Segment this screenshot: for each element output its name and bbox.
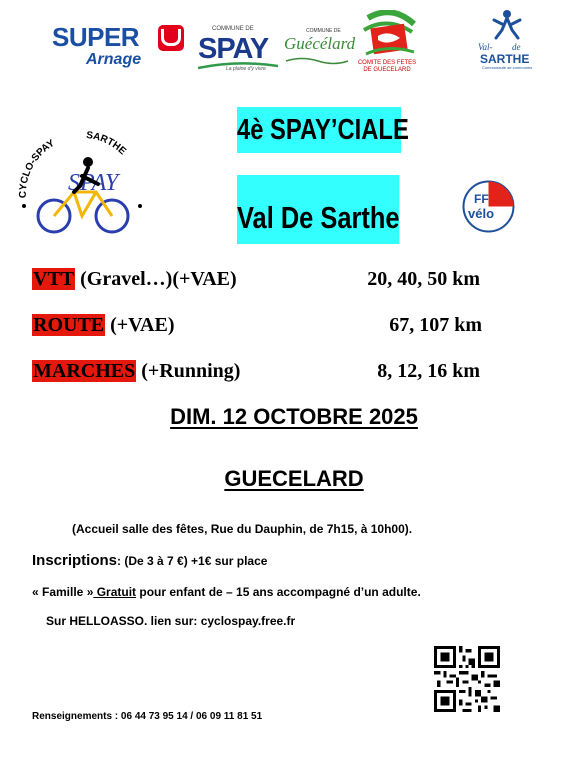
- activity-vtt-distances: 20, 40, 50 km: [367, 268, 480, 290]
- cyclo-spay-inner-text: SPAY: [68, 170, 119, 196]
- superu-u-icon: [158, 25, 184, 51]
- activity-marches-detail: (+Running): [136, 360, 241, 382]
- activity-route: [32, 312, 175, 338]
- activity-marches-tag: MARCHES: [33, 360, 136, 382]
- val-de-sarthe-val: Val-: [478, 42, 493, 52]
- inscriptions-label: Inscriptions: [32, 552, 118, 569]
- guecelard-wave-icon: [284, 56, 350, 66]
- inscriptions-colon: :: [117, 554, 122, 568]
- famille-info: [32, 585, 421, 599]
- val-de-sarthe-de: de: [512, 42, 521, 52]
- accueil-info: (Accueil salle des fêtes, Rue du Dauphin, de 7h15, à 10h00).: [72, 522, 413, 536]
- sarthe-ring-text: SARTHE: [85, 129, 128, 158]
- guecelard-logo-name: Guécélard: [284, 34, 356, 53]
- spay-logo-tagline: La plaine d'y vivre: [226, 66, 266, 72]
- event-place: [0, 466, 588, 492]
- cyclo-spay-ring-text: CYCLO-SPAY: [17, 137, 57, 199]
- activity-marches-distances: 8, 12, 16 km: [377, 360, 480, 382]
- comite-logo-line2: DE GUECELARD: [363, 67, 411, 73]
- inscriptions-extra: +1€ sur place: [187, 554, 268, 568]
- qr-code[interactable]: [434, 646, 500, 712]
- event-date-text: DIM. 12 OCTOBRE 2025: [170, 404, 418, 429]
- guecelard-logo-small-text: COMMUNE DE: [306, 28, 341, 34]
- activity-vtt-detail: (Gravel…)(+VAE): [75, 268, 237, 290]
- comite-emblem-icon: [358, 10, 418, 60]
- spay-commune-logo: [190, 26, 280, 74]
- superu-logo-text: SUPER: [52, 22, 140, 52]
- event-subtitle: Val De Sarthe: [237, 175, 399, 244]
- superu-arnage-logo: [52, 22, 187, 70]
- event-date: [0, 404, 588, 430]
- famille-post: pour enfant de – 15 ans accompagné d’un adulte.: [136, 585, 421, 599]
- activity-route-detail: (+VAE): [105, 314, 175, 336]
- activity-marches: [32, 358, 240, 384]
- famille-gratuit: Gratuit: [93, 585, 137, 599]
- comite-logo-line1: COMITE DES FETES: [357, 60, 417, 66]
- superu-logo-subtext: Arnage: [86, 51, 142, 68]
- guecelard-commune-logo: [284, 28, 356, 68]
- spay-logo-name: SPAY: [198, 33, 269, 65]
- event-place-text: GUECELARD: [224, 466, 364, 491]
- val-de-sarthe-sub: Communauté de communes: [482, 65, 533, 70]
- activity-route-tag: ROUTE: [33, 314, 105, 336]
- ffvelo-logo: [460, 180, 517, 233]
- val-de-sarthe-name: SARTHE: [480, 52, 530, 66]
- inscriptions-price: (De 3 à 7 €): [121, 554, 188, 568]
- cyclo-spay-club-logo: [16, 120, 146, 240]
- comite-logo-text: [352, 60, 422, 74]
- contact-info: Renseignements : 06 44 73 95 14 / 06 09 11 81 51: [32, 711, 263, 722]
- val-de-sarthe-logo: [476, 8, 538, 76]
- ffvelo-velo-text: vélo: [468, 206, 495, 221]
- famille-pre: « Famille »: [32, 585, 94, 599]
- ffvelo-ff-text: FF: [474, 192, 489, 206]
- activity-route-distances: 67, 107 km: [389, 314, 482, 336]
- activity-vtt-tag: VTT: [33, 268, 75, 290]
- helloasso-link-info: Sur HELLOASSO. lien sur: cyclospay.free.fr: [46, 614, 296, 628]
- activity-vtt: [32, 266, 237, 292]
- comite-des-fetes-logo: [352, 10, 422, 76]
- event-title: 4è SPAY’CIALE: [237, 107, 401, 153]
- spay-logo-small-text: COMMUNE DE: [212, 26, 254, 32]
- val-de-sarthe-figure-icon: [490, 8, 524, 42]
- inscriptions-info: [32, 552, 267, 569]
